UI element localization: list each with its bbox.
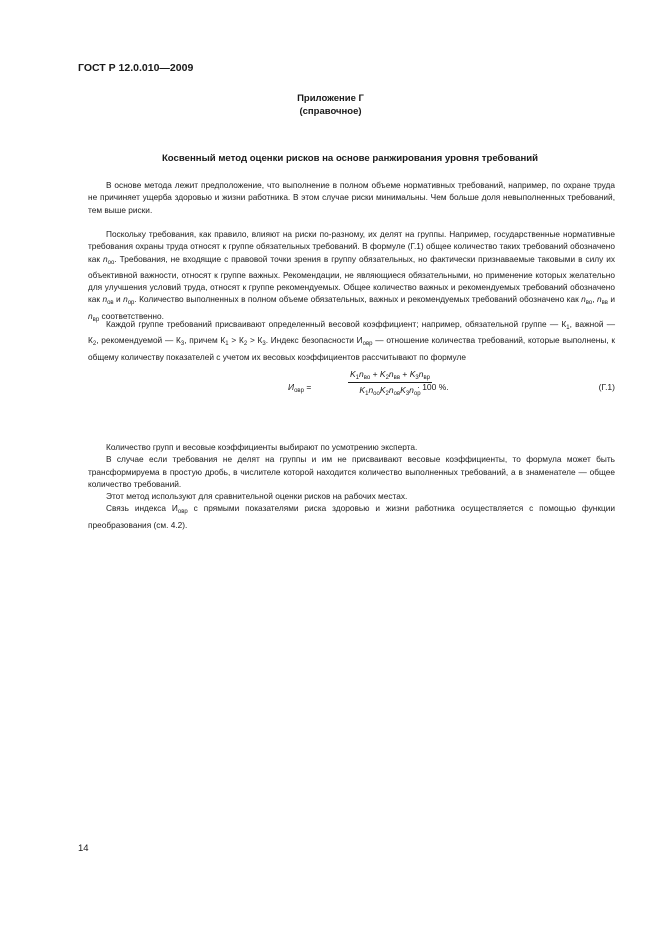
page-number: 14 — [78, 843, 89, 854]
formula-number: (Г.1) — [598, 382, 615, 392]
paragraph-block-1 — [88, 179, 615, 216]
document-code: ГОСТ Р 12.0.010—2009 — [78, 62, 194, 74]
paragraph-block-2 — [88, 228, 615, 326]
paragraph-5: В случае если требования не делят на группы и им не присваивают весовые коэффициенты, то формула может быть трансформируема в простую дробь, в числителе которой находится количество выполненных требований, а в знаменателе — общее количество требований. — [88, 454, 615, 489]
appendix-title: Приложение Г — [297, 93, 364, 104]
paragraph-block-3 — [88, 318, 615, 363]
paragraph-6: Этот метод используют для сравнительной оценки рисков на рабочих местах. — [106, 491, 408, 502]
paragraph-2: Поскольку требования, как правило, влияют на риски по-разному, их делят на группы. Например, государственные нормативные требования охраны труда относят к группе обязательных требований. В формуле (Г.1) общее количество таких требований обозначено как $n_{оо}$. Требования, не входящие с правовой точки зрения в группу обязательных, но фактически признаваемые таковыми в силу их объективной важности, относят к группе важных. Рекомендации, не являющиеся обязательными, но применение которых желательно для улучшения условий труда, относят к группе рекомендуемых. Общее количество важных и рекомендуемых требований обозначено как $n_{ов}$ и $n_{ор}$. Количество выполненных в полном объеме обязательных, важных и рекомендуемых требований обозначено как $n_{во}$, $n_{вв}$ и $n_{вр}$ соответственно. — [88, 229, 615, 323]
appendix-kind: (справочное) — [299, 106, 362, 117]
paragraph-3: Каждой группе требований присваивают определенный весовой коэффициент; например, обязательной группе — $К_1$, важной — $К_2$, рекомендуемой — $К_3$, причем $К_1 > К_2 > К_3$. Индекс безопасности $И_{овр}$ — отношение количества требований, которые выполнены, к общему количеству показателей с учетом их весовых коэффициентов рассчитывают по формуле — [88, 319, 616, 362]
appendix-heading — [0, 92, 661, 118]
section-title: Косвенный метод оценки рисков на основе ранжирования уровня требований — [161, 153, 539, 164]
formula-g1 — [88, 369, 615, 409]
formula-lhs: $И_{овр}$ = — [288, 382, 312, 394]
paragraph-4: Количество групп и весовые коэффициенты выбирают по усмотрению эксперта. — [106, 442, 418, 452]
formula-tail: · 100 %. — [417, 382, 449, 392]
paragraph-1: В основе метода лежит предположение, что выполнение в полном объеме нормативных требований, например, по охране труда не причиняет ущерба здоровью и жизни работника. В этом случае риски минимальны. Чем больше доля невыполненных требований, тем выше риски. — [88, 180, 615, 215]
paragraph-7: Связь индекса $И_{овр}$ с прямыми показателями риска здоровью и жизни работника осуществляется с помощью функции преобразования (см. 4.2). — [88, 503, 615, 530]
formula-denominator: $K_1n_{оо}K_2n_{ов}K_3n_{ор}$ — [359, 385, 421, 397]
formula-numerator: $K_1n_{во} + K_2n_{вв} + K_3n_{вр}$ — [350, 369, 430, 381]
paragraph-block-4 — [88, 441, 615, 531]
